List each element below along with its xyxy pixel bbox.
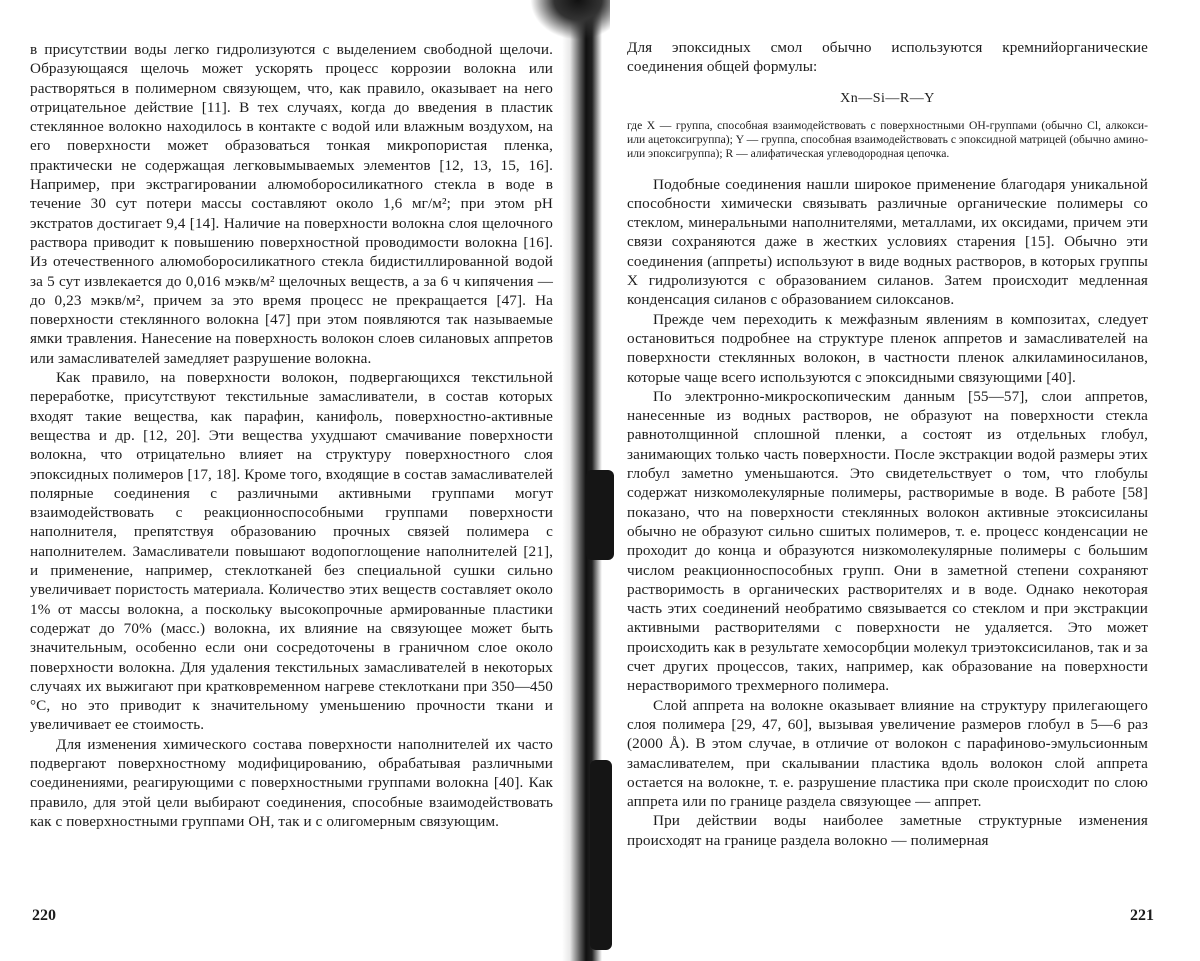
page-number-left: 220 xyxy=(32,907,56,924)
page-number-right: 221 xyxy=(1130,907,1154,924)
left-paragraph-1: в присутствии воды легко гидролизуются с выделением свободной щелочи. Образующаяся щелочь может ускорять процесс коррозии волокна или растворяться в полимерном связующем, что, как правило, оказывает на него отрицательное действие [11]. В тех случаях, когда до введения в пластик стеклянное волокно находилось в контакте с водой или влажным воздухом, на его поверхности может образоваться тонкая микропористая пленка, практически не содержащая легковымываемых элементов [12, 13, 15, 16]. Например, при экстрагировании алюмоборосиликатного стекла в воде в течение 30 сут потери массы составляют около 1,6 мг/м²; при этом pH экстратов достигает 9,4 [14]. Наличие на поверхности волокна слоя щелочного раствора приводит к повышению поверхностной проводимости волокна [16]. Из отечественного алюмоборосиликатного стекла бидистиллированной водой за 5 сут извлекается до 0,016 мэкв/м² щелочных веществ, а за 6 ч кипячения — до 0,23 мэкв/м², причем за это время процесс не прекращается [47]. На поверхности стеклянного волокна [47] при этом появляются так называемые ямки травления. Нанесение на поверхность волокон слоев силановых аппретов или замасливателей замедляет разрушение волокна. xyxy=(30,41,553,367)
silane-formula: Xn—Si—R—Y xyxy=(840,90,935,106)
left-paragraph-3: Для изменения химического состава поверхности наполнителей их часто подвергают поверхностному модифицированию, обрабатывая различными соединениями, реагирующими с поверхностными группами волокна [40]. Как правило, для этой цели выбирают соединения, способные взаимодействовать как с поверхностными группами OH, так и с олигомерным связующим. xyxy=(30,735,553,830)
right-page xyxy=(585,0,1200,961)
spine-top-shadow xyxy=(530,0,610,40)
right-intro: Для эпоксидных смол обычно используются кремнийорганические соединения общей формулы: xyxy=(627,39,1148,76)
right-paragraph-4: Слой аппрета на волокне оказывает влияние на структуру прилегающего слоя полимера [29, 47, 60], вызывая увеличение размеров глобул в 5—6 раз (2000 Å). В этом случае, в отличие от волокон с парафиново-эмульсионным замасливателем, при скалывании пластика вдоль волокон слой аппрета остается на волокне, т. е. разрушение пластика при сколе происходит по слою аппрета или по границе раздела связующее — аппрет. xyxy=(627,696,1148,811)
right-paragraph-3: По электронно-микроскопическим данным [55—57], слои аппретов, нанесенные из водных растворов, не образуют на поверхности стекла равнотолщинной сплошной пленки, а состоят из отдельных глобул, занимающих только часть поверхности. После экстракции водой размеры этих глобул заметно уменьшаются. Это свидетельствует о том, что глобулы содержат низкомолекулярные полимеры, растворимые в воде. В работе [58] показано, что на поверхности стеклянных волокон активные этоксисиланы обычно не образуют сильно сшитых полимеров, т. е. процесс конденсации не проходит до конца и образуются низкомолекулярные полимеры с большим числом реакционноспособных групп. Они в заметной степени сохраняют растворимость в органических растворителях и в воде. Однако некоторая часть этих соединений необратимо связывается со стеклом и при экстракции активными растворителями с поверхности не удаляется. Это может происходить как в результате хемосорбции молекул триэтоксисиланов, так и за счет других процессов, таких, например, как образование на поверхности нерастворимого трехмерного полимера. xyxy=(627,387,1148,695)
right-paragraph-5: При действии воды наиболее заметные структурные изменения происходят на границе раздела волокно — полимерная xyxy=(627,812,1148,849)
right-paragraph-1: Подобные соединения нашли широкое применение благодаря уникальной способности химически связывать различные органические полимеры со стеклом, минеральными наполнителями, металлами, их оксидами, причем эти связи сохраняются даже в жестких условиях старения [15]. Обычно эти соединения (аппреты) используют в виде водных растворов, в которых группы X гидролизуются с образованием силанов. Затем происходит медленная конденсация силанов с образованием силоксанов. xyxy=(627,175,1148,309)
scan-smudge xyxy=(590,760,612,950)
left-paragraph-2: Как правило, на поверхности волокон, подвергающихся текстильной переработке, присутствуют текстильные замасливатели, в состав которых входят такие вещества, как парафин, канифоль, поверхностно-активные вещества и др. [12, 20]. Эти вещества ухудшают смачивание поверхности волокна, что отрицательно влияет на структуру поверхностного слоя эпоксидных полимеров [17, 18]. Кроме того, входящие в состав замасливателей полярные соединения с различными активными группами могут взаимодействовать с реакционноспособными группами поверхности наполнителя, препятствуя образованию прочных связей полимера с наполнителем. Замасливатели повышают водопоглощение наполнителей [21], и применение, например, стеклотканей без специальной сушки сильно увеличивает пористость материала. Количество этих веществ составляет около 1% от массы волокна, а поскольку высокопрочные армированные пластики содержат до 70% (масс.) волокна, их влияние на связующее может быть значительным, особенно если они сосредоточены в граничном слое около поверхности волокна. Для удаления текстильных замасливателей в некоторых случаях их выжигают при кратковременном нагреве стеклоткани при 350—450 °C, но это приводит к значительному уменьшению прочности ткани и увеличивает ее стоимость. xyxy=(30,369,553,734)
left-page xyxy=(0,0,585,961)
right-paragraph-2: Прежде чем переходить к межфазным явлениям в композитах, следует остановиться подробнее на структуре пленок аппретов и замасливателей на поверхности стеклянных волокон, в частности пленок алкиламиносиланов, которые чаще всего используются с эпоксидными связующими [40]. xyxy=(627,310,1148,386)
scan-smudge xyxy=(586,470,614,560)
formula-footnote: где X — группа, способная взаимодействовать с поверхностными OH-группами (обычно Cl, алкокси- или ацетоксигруппа); Y — группа, способная взаимодействовать с эпоксидной матрицей (обычно амино- или эпоксигруппа); R — алифатическая углеводородная цепочка. xyxy=(627,118,1148,160)
